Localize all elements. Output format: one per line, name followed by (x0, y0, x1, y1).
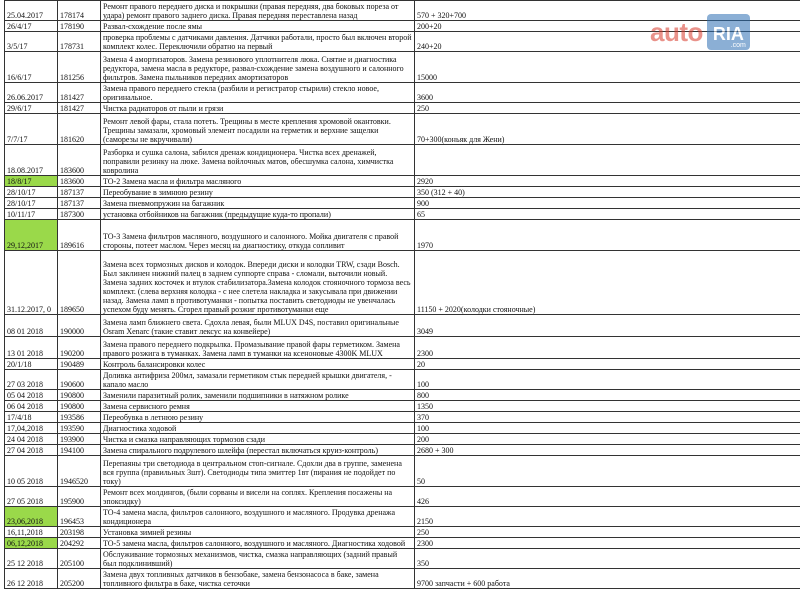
table-row (5, 220, 800, 251)
cell-price: 2920 (415, 176, 800, 187)
cell-mileage: 178731 (58, 32, 101, 52)
table-row (5, 198, 800, 209)
cell-date: 27 05 2018 (5, 487, 58, 507)
cell-price: 65 (415, 209, 800, 220)
cell-price: 15000 (415, 52, 800, 83)
cell-price: 350 (312 + 40) (415, 187, 800, 198)
cell-price: 2150 (415, 507, 800, 527)
table-row (5, 145, 800, 176)
cell-mileage: 183600 (58, 176, 101, 187)
cell-mileage: 204292 (58, 538, 101, 549)
cell-date: 25 12 2018 (5, 549, 58, 569)
cell-price: 100 (415, 423, 800, 434)
table-row (5, 569, 800, 589)
cell-mileage: 190800 (58, 390, 101, 401)
table-row (5, 445, 800, 456)
table-row (5, 52, 800, 83)
table-row (5, 251, 800, 315)
cell-work: Развал-схождение после ямы (101, 21, 415, 32)
cell-work: установка отбойников на багажник (предыдущие куда-то пропали) (101, 209, 415, 220)
cell-work: Замена двух топливных датчиков в бензобаке, замена бензонасоса в баке, замена топливного фильтра в баке, чистка сеточки (101, 569, 415, 589)
watermark-ria-text: RIA (712, 24, 744, 44)
table-row (5, 434, 800, 445)
cell-date: 06,12,2018 (5, 538, 58, 549)
cell-date: 27 04 2018 (5, 445, 58, 456)
cell-work: Заменили паразитный ролик, заменили подшипники в натяжном ролике (101, 390, 415, 401)
cell-date: 29,12,2017 (5, 220, 58, 251)
table-row (5, 337, 800, 359)
cell-price: 350 (415, 549, 800, 569)
cell-price: 200+20 (415, 21, 800, 32)
cell-mileage: 183600 (58, 145, 101, 176)
cell-date: 24 04 2018 (5, 434, 58, 445)
cell-work: Ремонт всех молдингов, (были сорваны и висели на соплях. Крепления посажены на эпоксидку) (101, 487, 415, 507)
service-history-table (4, 0, 800, 589)
cell-date: 13 01 2018 (5, 337, 58, 359)
cell-mileage: 189650 (58, 251, 101, 315)
cell-work: ТО-5 замена масла, фильтров салонного, воздушного и масляного. Диагностика ходовой (101, 538, 415, 549)
cell-work: Замена 4 амортизаторов. Замена резинового уплотнителя люка. Снятие и диагностика редуктора, замена масла в редукторе, развал-схождение замена воздушного и салонного фильтров. Замена пыльников передних амортизаторов (101, 52, 415, 83)
cell-date: 27 03 2018 (5, 370, 58, 390)
cell-price: 200 (415, 434, 800, 445)
table-row (5, 359, 800, 370)
cell-mileage: 181427 (58, 103, 101, 114)
cell-price: 426 (415, 487, 800, 507)
cell-work: Установка зимней резины (101, 527, 415, 538)
cell-work: Разборка и сушка салона, забился дренаж кондиционера. Чистка всех дренажей, поправили резинку на люке. Замена войлочных матов, обесшумка салона, химчистка ковролина (101, 145, 415, 176)
cell-mileage: 181256 (58, 52, 101, 83)
cell-work: Замена правого переднего стекла (разбили и регистратор стырили) стекло новое, оригинальное. (101, 83, 415, 103)
cell-mileage: 187137 (58, 187, 101, 198)
cell-work: ТО-3 Замена фильтров масляного, воздушного и салонного. Мойка двигателя с правой стороны, потеет маслом. Через месяц на диагностику, откуда сопливит (101, 220, 415, 251)
cell-price: 11150 + 2020(колодки стояночные) (415, 251, 800, 315)
cell-work: Обслуживание тормозных механизмов, чистка, смазка направляющих (задний правый был подклинивший) (101, 549, 415, 569)
cell-date: 31.12.2017, 0 (5, 251, 58, 315)
cell-price: 100 (415, 370, 800, 390)
cell-price: 3049 (415, 315, 800, 337)
cell-work: Доливка антифриза 200мл, замазали герметиком стык передней крышки двигателя, - капало масло (101, 370, 415, 390)
cell-price: 250 (415, 103, 800, 114)
cell-price: 800 (415, 390, 800, 401)
cell-price: 20 (415, 359, 800, 370)
cell-date: 28/10/17 (5, 187, 58, 198)
cell-date: 26/4/17 (5, 21, 58, 32)
cell-date: 17,04,2018 (5, 423, 58, 434)
cell-date: 26 12 2018 (5, 569, 58, 589)
cell-mileage: 193586 (58, 412, 101, 423)
cell-mileage: 196453 (58, 507, 101, 527)
table-row (5, 390, 800, 401)
cell-work: ТО-4 замена масла, фильтров салонного, воздушного и масляного. Продувка дренажа кондиционера (101, 507, 415, 527)
table-row (5, 103, 800, 114)
cell-date: 20/1/18 (5, 359, 58, 370)
cell-date: 16,11,2018 (5, 527, 58, 538)
cell-mileage: 178190 (58, 21, 101, 32)
table-row (5, 549, 800, 569)
watermark-com-text: .com (730, 42, 746, 49)
table-row (5, 209, 800, 220)
cell-mileage: 190600 (58, 370, 101, 390)
cell-work: Переобувание в зимнюю резину (101, 187, 415, 198)
cell-mileage: 203198 (58, 527, 101, 538)
table-row (5, 114, 800, 145)
cell-work: Замена спирального подрулевого шлейфа (перестал включаться круиз-контроль) (101, 445, 415, 456)
cell-date: 26.06.2017 (5, 83, 58, 103)
cell-price: 2680 + 300 (415, 445, 800, 456)
table-row (5, 538, 800, 549)
cell-work: Ремонт левой фары, стала потеть. Трещины в месте крепления хромовой окантовки. Трещины замазали, хромовый элемент посадили на герметик и верхние защелки (саморезы не вкручивали) (101, 114, 415, 145)
cell-mileage: 187300 (58, 209, 101, 220)
cell-work: ТО-2 Замена масла и фильтра масляного (101, 176, 415, 187)
cell-price: 900 (415, 198, 800, 209)
cell-work: Замена ламп ближнего света. Сдохла левая, были MLUX D4S, поставил оригинальные Osram Xenarc (такие ставит лексус на конвейере) (101, 315, 415, 337)
table-row (5, 423, 800, 434)
cell-mileage: 205200 (58, 569, 101, 589)
cell-date: 06 04 2018 (5, 401, 58, 412)
watermark-auto-text: auto (650, 16, 703, 47)
cell-work: Чистка радиаторов от пыли и грязи (101, 103, 415, 114)
cell-date: 08 01 2018 (5, 315, 58, 337)
cell-work: проверка проблемы с датчиками давления. Датчики работали, просто был включен второй комплект колес. Переключили обратно на первый (101, 32, 415, 52)
cell-work: Замена всех тормозных дисков и колодок. Впереди диски и колодки TRW, сзади Bosch. Был заклинен нижний палец в заднем суппорте справа - сломали, выточили новый. Замена задних косточек и втулок стабилизатора.Замена колодок стояночного тормоза весь комплект. (слева верхняя колодка - с нее слетела накладка и закусывала при движении назад. Замена ламп в противотуманки - попытка поставить светодиоды не увенчалась успехом буду менять. Сгорел правый розжиг противотуманки еще (101, 251, 415, 315)
cell-work: Замена правого переднего подкрылка. Промазывание правой фары герметиком. Замена правого розжига в туманках. Замена ламп в туманки на ксеноновые 4300K MLUX (101, 337, 415, 359)
table-row (5, 83, 800, 103)
cell-price: 1970 (415, 220, 800, 251)
cell-price: 2300 (415, 337, 800, 359)
cell-date: 10 05 2018 (5, 456, 58, 487)
cell-date: 18/8/17 (5, 176, 58, 187)
cell-mileage: 195900 (58, 487, 101, 507)
table-row (5, 370, 800, 390)
cell-mileage: 1946520 (58, 456, 101, 487)
service-history-body (5, 1, 800, 589)
cell-mileage: 190000 (58, 315, 101, 337)
cell-date: 23,06,2018 (5, 507, 58, 527)
cell-price: 240+20 (415, 32, 800, 52)
cell-mileage: 181620 (58, 114, 101, 145)
cell-date: 17/4/18 (5, 412, 58, 423)
table-row (5, 315, 800, 337)
cell-mileage: 181427 (58, 83, 101, 103)
cell-work: Контроль балансировки колес (101, 359, 415, 370)
table-row (5, 456, 800, 487)
cell-work: Чистка и смазка направляющих тормозов сзади (101, 434, 415, 445)
cell-work: Перепаяны три светодиода в центральном стоп-сигнале. Сдохли два в группе, заменена вся группа (правильных 3шт). Светодиоды типа эмиттер 1вт (пирания не подойдет по току) (101, 456, 415, 487)
table-row (5, 507, 800, 527)
cell-date: 7/7/17 (5, 114, 58, 145)
cell-price: 370 (415, 412, 800, 423)
cell-date: 05 04 2018 (5, 390, 58, 401)
cell-price: 1350 (415, 401, 800, 412)
cell-date: 18.08.2017 (5, 145, 58, 176)
cell-price: 50 (415, 456, 800, 487)
cell-mileage: 190200 (58, 337, 101, 359)
cell-work: Замена пневмопружин на багажник (101, 198, 415, 209)
cell-price: 3600 (415, 83, 800, 103)
cell-price: 70+300(коньяк для Жени) (415, 114, 800, 145)
cell-date: 29/6/17 (5, 103, 58, 114)
watermark-ria-box (707, 14, 750, 50)
cell-date: 3/5/17 (5, 32, 58, 52)
cell-price (415, 145, 800, 176)
table-row (5, 487, 800, 507)
cell-mileage: 190800 (58, 401, 101, 412)
cell-price: 9700 запчасти + 600 работа (415, 569, 800, 589)
cell-work: Ремонт правого переднего диска и покрышки (правая передняя, два боковых пореза от удара) ремонт правого заднего диска. Правая передняя переставлена назад (101, 1, 415, 21)
cell-price: 2300 (415, 538, 800, 549)
cell-mileage: 187137 (58, 198, 101, 209)
cell-mileage: 205100 (58, 549, 101, 569)
cell-mileage: 189616 (58, 220, 101, 251)
cell-work: Диагностика ходовой (101, 423, 415, 434)
cell-price: 250 (415, 527, 800, 538)
table-row (5, 412, 800, 423)
cell-date: 28/10/17 (5, 198, 58, 209)
cell-mileage: 194100 (58, 445, 101, 456)
table-row (5, 187, 800, 198)
cell-work: Переобувка в летнюю резину (101, 412, 415, 423)
cell-date: 16/6/17 (5, 52, 58, 83)
cell-mileage: 178174 (58, 1, 101, 21)
cell-mileage: 193590 (58, 423, 101, 434)
cell-price: 570 + 320+700 (415, 1, 800, 21)
cell-date: 10/11/17 (5, 209, 58, 220)
cell-mileage: 190489 (58, 359, 101, 370)
table-row (5, 401, 800, 412)
table-row (5, 176, 800, 187)
table-row (5, 527, 800, 538)
cell-work: Замена сервисного ремня (101, 401, 415, 412)
watermark-logo (650, 10, 790, 54)
cell-date: 25.04.2017 (5, 1, 58, 21)
cell-mileage: 193900 (58, 434, 101, 445)
